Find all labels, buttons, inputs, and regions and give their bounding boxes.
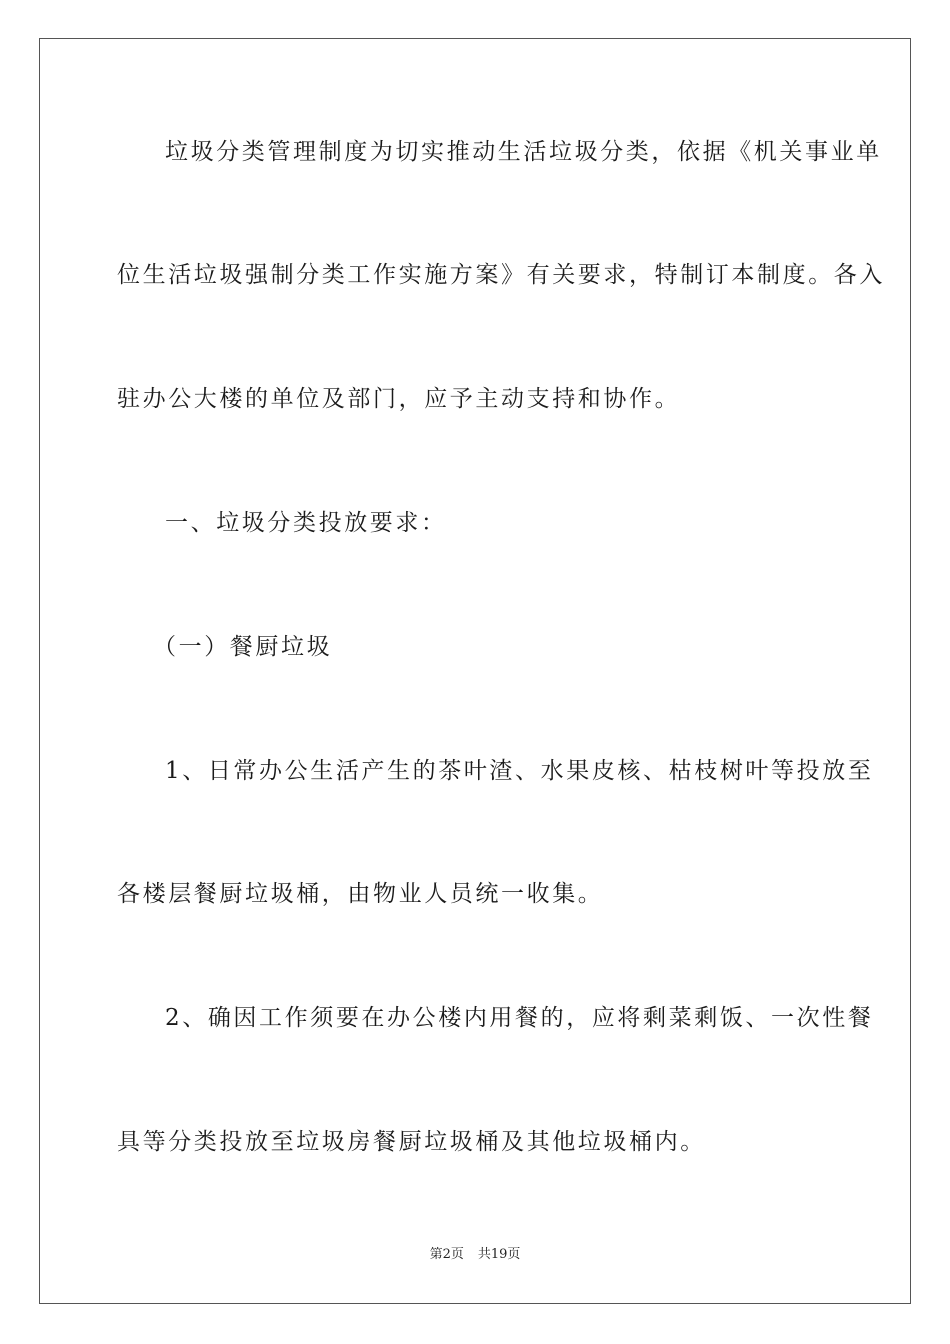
page-footer (0, 1246, 950, 1264)
section-heading: 一、垃圾分类投放要求： (165, 510, 447, 536)
item-2-line-2: 具等分类投放至垃圾房餐厨垃圾桶及其他垃圾桶内。 (117, 1129, 706, 1155)
page-total: 共19页 (477, 1247, 521, 1262)
item-2-line-1: 2、确因工作须要在办公楼内用餐的，应将剩菜剩饭、一次性餐 (165, 1005, 874, 1031)
item-1-line-1: 1、日常办公生活产生的茶叶渣、水果皮核、枯枝树叶等投放至 (165, 758, 874, 784)
page-border (39, 38, 911, 1304)
body-line-1: 垃圾分类管理制度为切实推动生活垃圾分类，依据《机关事业单 (165, 139, 882, 165)
body-line-2: 位生活垃圾强制分类工作实施方案》有关要求，特制订本制度。各入 (117, 262, 885, 288)
page-number: 第2页 (429, 1247, 464, 1262)
body-line-3: 驻办公大楼的单位及部门，应予主动支持和协作。 (117, 386, 681, 412)
item-1-line-2: 各楼层餐厨垃圾桶，由物业人员统一收集。 (117, 881, 604, 907)
subsection-heading: （一）餐厨垃圾 (153, 634, 333, 660)
